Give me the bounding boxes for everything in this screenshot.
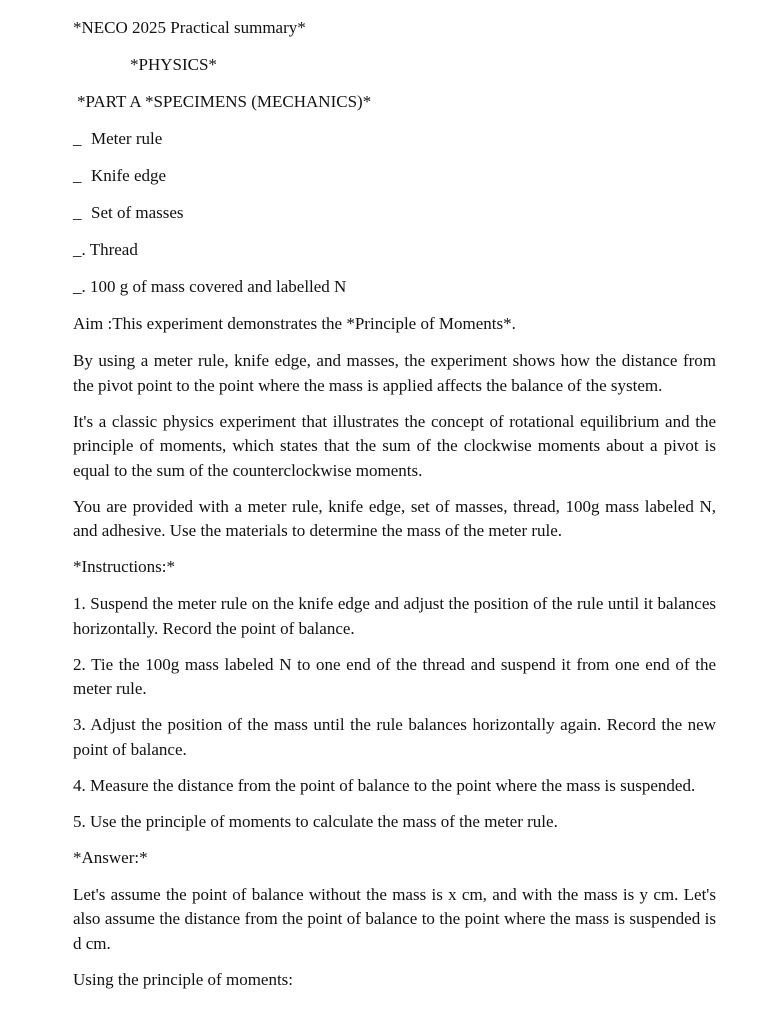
- closing-line: Using the principle of moments:: [73, 969, 294, 989]
- list-item: [73, 238, 716, 263]
- list-item: [73, 275, 716, 300]
- list-marker: _: [73, 129, 82, 148]
- list-item: [73, 127, 716, 152]
- list-item-text: Meter rule: [91, 129, 163, 148]
- list-item-text: Thread: [89, 240, 138, 259]
- list-item: [73, 164, 716, 189]
- list-item-text: 100 g of mass covered and labelled N: [90, 277, 347, 296]
- instruction-item: 3. Adjust the position of the mass until the rule balances horizontally again. Record the new point of balance.: [73, 715, 716, 759]
- instruction-item: 4. Measure the distance from the point of balance to the point where the mass is suspended.: [73, 775, 696, 795]
- list-item-text: Set of masses: [91, 203, 184, 222]
- answer-paragraph: Let's assume the point of balance without the mass is x cm, and with the mass is y cm. Let's also assume the distance from the point of balance to the point where the mass is suspended is d cm.: [73, 884, 716, 953]
- body-paragraph: By using a meter rule, knife edge, and masses, the experiment shows how the distance from the pivot point to the point where the mass is applied affects the balance of the system.: [73, 351, 716, 395]
- part-heading: *PART A *SPECIMENS (MECHANICS)*: [77, 92, 372, 111]
- list-item-text: Knife edge: [91, 166, 167, 185]
- list-marker: _.: [73, 240, 86, 259]
- list-marker: _: [73, 203, 82, 222]
- list-marker: _.: [73, 277, 86, 296]
- instruction-item: 5. Use the principle of moments to calculate the mass of the meter rule.: [73, 811, 558, 831]
- list-marker: _: [73, 166, 82, 185]
- specimen-list: [73, 127, 716, 300]
- instructions-heading: *Instructions:*: [73, 557, 175, 576]
- body-paragraph: It's a classic physics experiment that illustrates the concept of rotational equilibrium and the principle of moments, which states that the sum of the clockwise moments about a pivot is equal to the sum of the counterclockwise moments.: [73, 411, 716, 480]
- subject-heading: *PHYSICS*: [130, 55, 217, 74]
- answer-heading: *Answer:*: [73, 847, 148, 867]
- document-title: *NECO 2025 Practical summary*: [73, 18, 306, 37]
- body-paragraph: You are provided with a meter rule, knife edge, set of masses, thread, 100g mass labeled N, and adhesive. Use the materials to determine the mass of the meter rule.: [73, 496, 716, 540]
- instruction-item: 2. Tie the 100g mass labeled N to one end of the thread and suspend it from one end of the meter rule.: [73, 654, 716, 698]
- list-item: [73, 201, 716, 226]
- instruction-item: 1. Suspend the meter rule on the knife edge and adjust the position of the rule until it balances horizontally. Record the point of balance.: [73, 594, 716, 638]
- document-page: [73, 16, 716, 1005]
- instructions-list: [73, 592, 716, 834]
- aim-statement: Aim :This experiment demonstrates the *Principle of Moments*.: [73, 314, 516, 333]
